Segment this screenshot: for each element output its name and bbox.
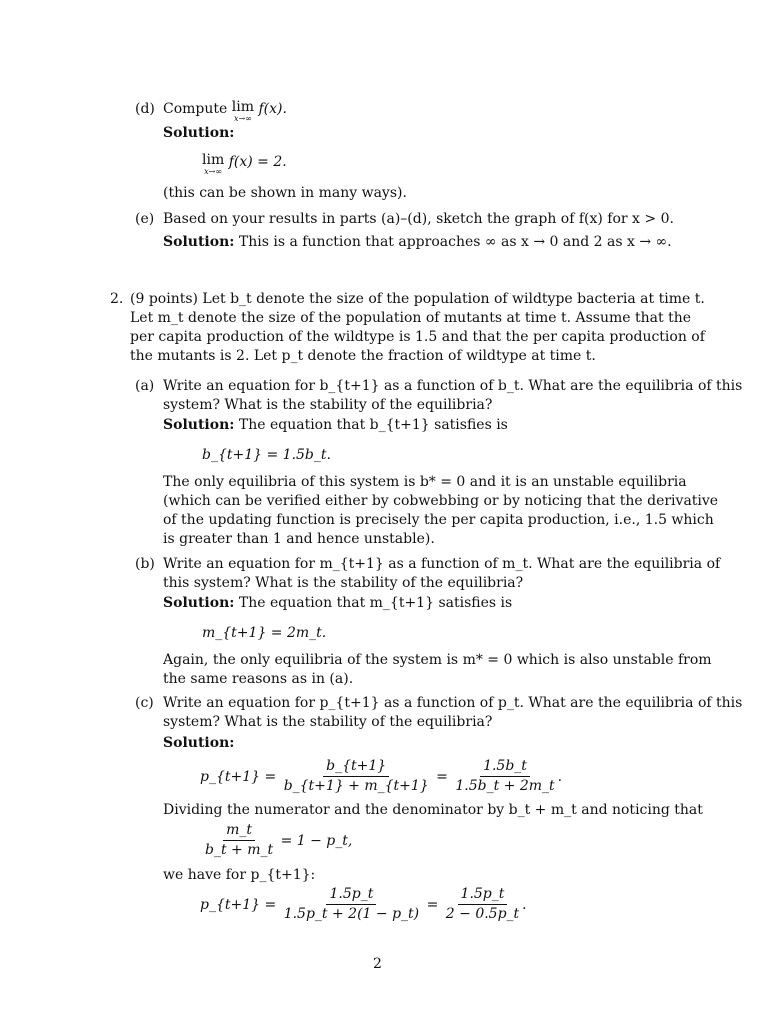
q2c-dividing-text: Dividing the numerator and the denominator by b_t + m_t and noticing that bbox=[163, 802, 703, 818]
q2-line-3: per capita production of the wildtype is 1.5 and that the per capita production of bbox=[130, 329, 705, 345]
q2c-label: (c) bbox=[135, 695, 154, 711]
q2c-solution-label: Solution: bbox=[163, 735, 235, 751]
q2b-body-1: Again, the only equilibria of the system is m* = 0 which is also unstable from bbox=[163, 652, 712, 668]
q2a-body-3: of the updating function is precisely the per capita production, i.e., 1.5 which bbox=[163, 512, 714, 528]
q2-line-1: (9 points) Let b_t denote the size of the population of wildtype bacteria at time t. bbox=[130, 291, 705, 307]
q2c-equation-2: $\frac{m\_t}{b\_t + m\_t}$ = 1 − p_t, bbox=[205, 822, 353, 858]
part-d-label: (d) bbox=[135, 101, 155, 117]
q2a-body-1: The only equilibria of this system is b* = 0 and it is an unstable equilibria bbox=[163, 474, 687, 490]
q2-line-4: the mutants is 2. Let p_t denote the fraction of wildtype at time t. bbox=[130, 348, 596, 364]
q2c-equation-3: p_{t+1} = $\frac{1.5p\_t}{1.5p\_t + 2(1 - p\_t)}$ = $\frac{1.5p\_t}{2 - 0.5p\_t}$ . bbox=[200, 886, 527, 922]
part-e-prompt: Based on your results in parts (a)–(d), sketch the graph of f(x) for x > 0. bbox=[163, 211, 674, 227]
q2b-body-2: the same reasons as in (a). bbox=[163, 671, 354, 687]
q2b-prompt-2: this system? What is the stability of the equilibria? bbox=[163, 575, 524, 591]
q2b-solution: Solution: The equation that m_{t+1} satisfies is bbox=[163, 595, 513, 611]
q2c-we-have-text: we have for p_{t+1}: bbox=[163, 867, 316, 883]
q2c-prompt-1: Write an equation for p_{t+1} as a function of p_t. What are the equilibria of this bbox=[163, 695, 743, 711]
page-number: 2 bbox=[373, 956, 382, 972]
q2c-equation-1: p_{t+1} = $\frac{b\_\{t+1\}}{b\_\{t+1\} + m\_\{t+1\}}$ = $\frac{1.5b\_t}{1.5b\_t + 2m\_t}$ . bbox=[200, 758, 563, 794]
q2a-body-4: is greater than 1 and hence unstable). bbox=[163, 531, 435, 547]
q2a-solution: Solution: The equation that b_{t+1} satisfies is bbox=[163, 417, 508, 433]
q2a-equation: b_{t+1} = 1.5b_t. bbox=[202, 447, 331, 463]
q2a-prompt-2: system? What is the stability of the equilibria? bbox=[163, 397, 493, 413]
q2a-body-2: (which can be verified either by cobwebbing or by noticing that the derivative bbox=[163, 493, 719, 509]
q2-number: 2. bbox=[110, 291, 124, 307]
part-d-equation: lim x→∞ f(x) = 2. bbox=[202, 152, 287, 176]
part-e-label: (e) bbox=[135, 211, 155, 227]
q2b-prompt-1: Write an equation for m_{t+1} as a function of m_t. What are the equilibria of bbox=[163, 556, 721, 572]
q2b-equation: m_{t+1} = 2m_t. bbox=[202, 625, 327, 641]
q2a-label: (a) bbox=[135, 378, 155, 394]
q2c-prompt-2: system? What is the stability of the equilibria? bbox=[163, 714, 493, 730]
q2b-label: (b) bbox=[135, 556, 155, 572]
part-d-prompt: Compute lim x→∞ f(x). bbox=[163, 99, 287, 123]
q2-line-2: Let m_t denote the size of the population of mutants at time t. Assume that the bbox=[130, 310, 692, 326]
part-d-note: (this can be shown in many ways). bbox=[163, 185, 407, 201]
q2a-prompt-1: Write an equation for b_{t+1} as a function of b_t. What are the equilibria of this bbox=[163, 378, 743, 394]
part-d-solution-label: Solution: bbox=[163, 125, 235, 141]
part-e-solution: Solution: This is a function that approaches ∞ as x → 0 and 2 as x → ∞. bbox=[163, 234, 672, 250]
